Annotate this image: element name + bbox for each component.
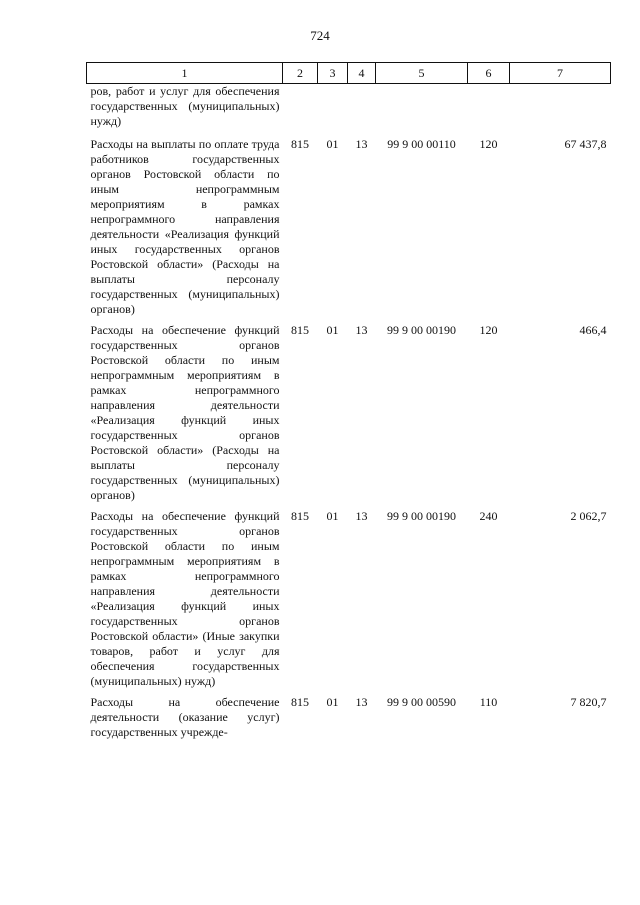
header-col-3: 3 <box>318 63 348 84</box>
row-section <box>318 84 348 138</box>
page-number: 724 <box>310 28 330 43</box>
row-subsection <box>348 84 376 138</box>
row-expense-type: 120 <box>479 323 498 337</box>
budget-table <box>86 62 611 746</box>
row-amount: 2 062,7 <box>570 509 607 523</box>
header-col-1: 1 <box>87 63 283 84</box>
row-expense-type: 240 <box>479 509 498 523</box>
row-ministry-code: 815 <box>291 137 309 151</box>
row-target-article: 99 9 00 00590 <box>387 695 456 709</box>
row-target-article <box>376 84 468 138</box>
header-col-2: 2 <box>283 63 318 84</box>
row-target-article: 99 9 00 00110 <box>387 137 456 151</box>
row-description: Расходы на обеспечение деятельности (оказание услуг) государственных учрежде- <box>90 695 280 739</box>
row-description: Расходы на обеспечение функций государственных органов Ростовской области по иным непрограммным мероприятиям в рамках непрограммного направления деятельности «Реализация функций иных государственных органов Ростовской области» (Иные закупки товаров, работ и услуг для обеспечения государственных (муниципальных) нужд) <box>90 509 280 688</box>
table-row <box>87 509 611 695</box>
row-amount: 67 437,8 <box>564 137 607 151</box>
table-row <box>87 695 611 746</box>
row-section: 01 <box>326 137 339 151</box>
header-col-7: 7 <box>510 63 611 84</box>
row-amount: 466,4 <box>579 323 607 337</box>
row-target-article: 99 9 00 00190 <box>387 323 456 337</box>
row-expense-type <box>468 84 510 138</box>
row-section: 01 <box>326 323 339 337</box>
row-amount <box>510 84 611 138</box>
row-amount: 7 820,7 <box>570 695 607 709</box>
row-expense-type: 110 <box>479 695 498 709</box>
row-description: Расходы на выплаты по оплате труда работников государственных органов Ростовской области по иным непрограммным мероприятиям в рамках непрограммного направления деятельности «Реализация функций иных государственных органов Ростовской области» (Расходы на выплаты персоналу государственных (муниципальных) органов) <box>90 137 280 316</box>
row-ministry-code: 815 <box>291 695 309 709</box>
table-row <box>87 84 611 138</box>
row-subsection: 13 <box>355 323 368 337</box>
row-section: 01 <box>326 509 339 523</box>
row-target-article: 99 9 00 00190 <box>387 509 456 523</box>
table-row <box>87 323 611 509</box>
header-col-5: 5 <box>376 63 468 84</box>
row-ministry-code: 815 <box>291 509 309 523</box>
row-subsection: 13 <box>355 509 368 523</box>
row-expense-type: 120 <box>479 137 498 151</box>
row-ministry-code: 815 <box>291 323 309 337</box>
table-row <box>87 137 611 323</box>
row-subsection: 13 <box>355 137 368 151</box>
header-col-6: 6 <box>468 63 510 84</box>
header-col-4: 4 <box>348 63 376 84</box>
row-description: ров, работ и услуг для обеспечения государственных (муниципальных) нужд) <box>90 84 280 128</box>
row-description: Расходы на обеспечение функций государственных органов Ростовской области по иным непрограммным мероприятиям в рамках непрограммного направления деятельности «Реализация функций иных государственных органов Ростовской области» (Расходы на выплаты персоналу государственных (муниципальных) органов) <box>90 323 280 502</box>
row-subsection: 13 <box>355 695 368 709</box>
row-section: 01 <box>326 695 339 709</box>
table-header-row <box>87 63 611 84</box>
row-ministry-code <box>283 84 318 138</box>
